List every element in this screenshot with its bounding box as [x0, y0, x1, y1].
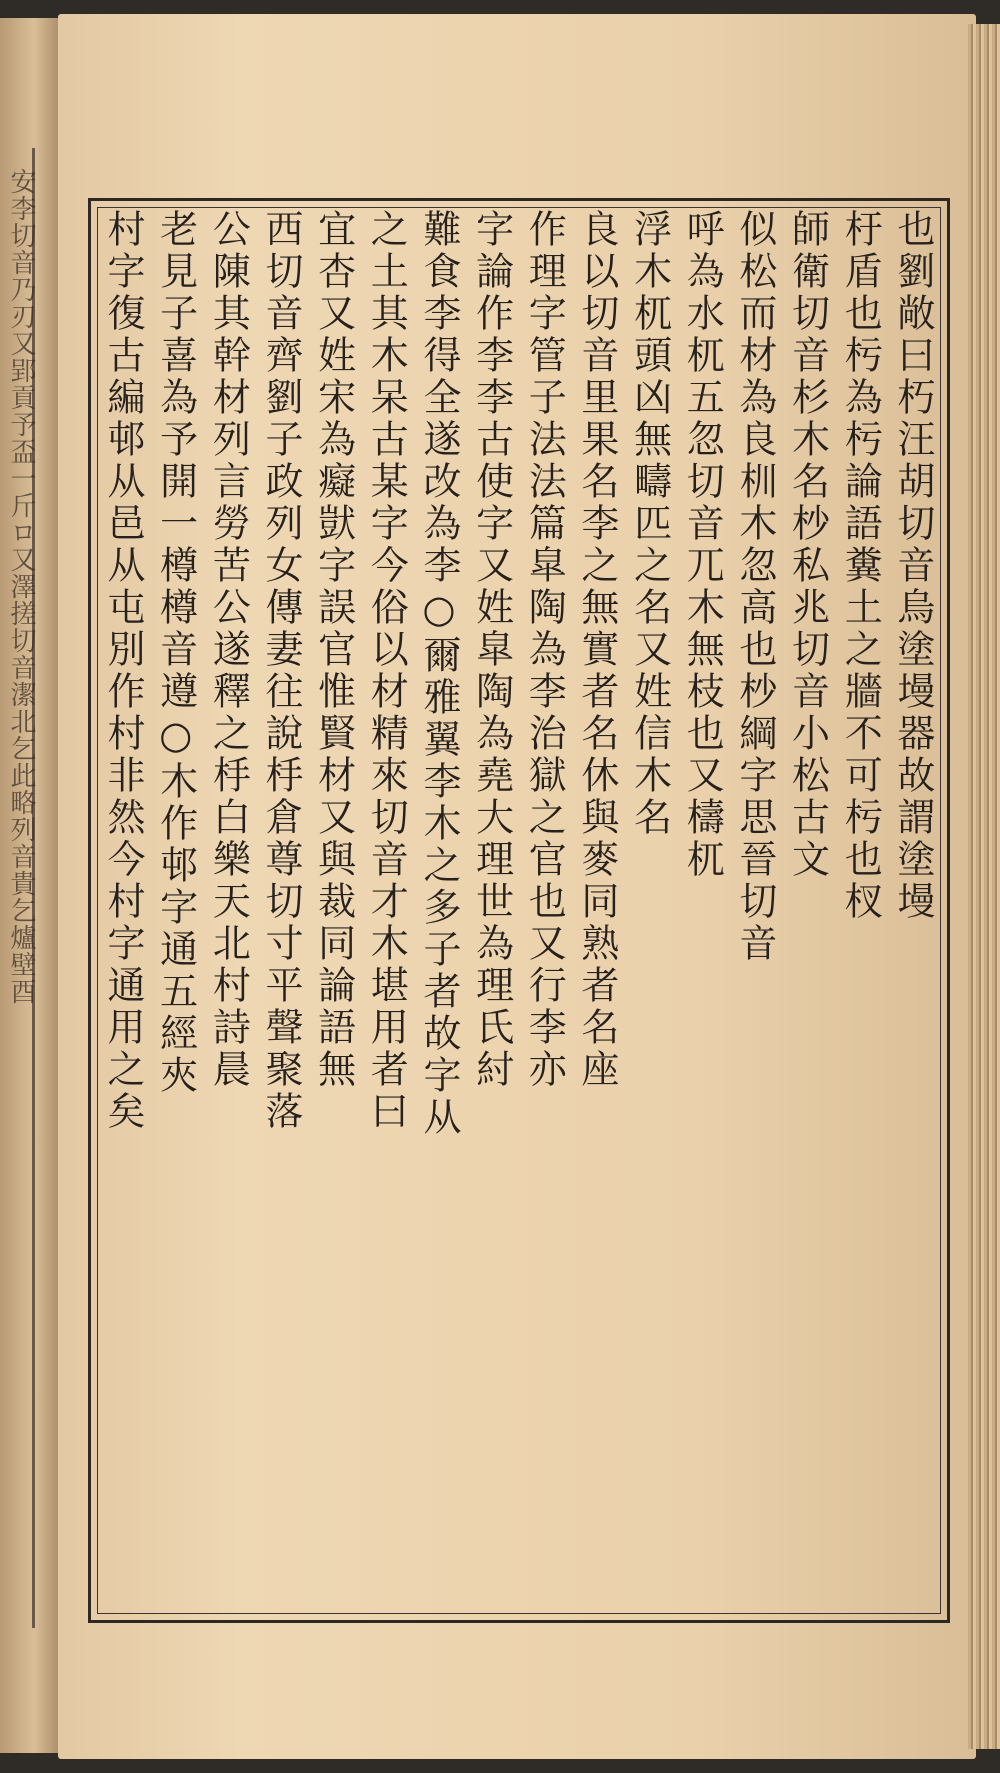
text-column-16: 村字復古編邨从邑从屯別作村非然今村字通用之矣: [101, 209, 145, 1133]
text-column-11: 之土其木呆古某字今俗以材精來切音才木堪用者曰: [364, 209, 409, 1133]
text-column-15: 老見子喜為予開一樽樽音遵○木作邨字通五經夾: [153, 209, 198, 1097]
text-column-9: 字論作李李古使字又姓皐陶為堯大理世為理氏紂: [469, 209, 514, 1091]
text-column-14: 公陳其幹材列言勞苦公遂釋之杽白樂天北村詩晨: [206, 209, 251, 1091]
text-column-4: 似松而材為良杊木忽高也杪綱字思晉切音: [732, 209, 777, 965]
text-column-6: 浮木杌頭凶無疇匹之名又姓信木名: [627, 209, 672, 839]
text-frame: [88, 198, 950, 1623]
text-column-12: 宜杏又姓宋為癡獃字誤官惟賢材又與裁同論語無: [311, 209, 356, 1091]
text-column-7: 良以切音里果名李之無實者名休與麥同熟者名座: [574, 209, 619, 1091]
left-page-text: 安李切音乃刃又郢貢予盃一斤ロ又澤搓切音潔北乞此略列音貴乞爐壁酉: [6, 168, 36, 1005]
text-column-5: 呼為水杌五忽切音兀木無枝也又檮杌: [680, 209, 725, 881]
text-column-1: 也劉敞曰朽汪胡切音烏塗墁器故謂塗墁: [890, 209, 935, 923]
text-column-13: 西切音齊劉子政列女傳妻往說杽倉尊切寸平聲聚落: [258, 209, 303, 1133]
text-column-2: 杅盾也杇為杇論語糞土之牆不可杇也杈: [838, 209, 883, 923]
text-column-10: 難食李得全遂改為李○爾雅翼李木之多子者故字从: [416, 209, 461, 1139]
page-edges: [968, 24, 1000, 1749]
text-columns: [101, 209, 935, 1612]
text-column-3: 師衛切音杉木名杪私兆切音小松古文: [785, 209, 830, 881]
text-column-8: 作理字管子法法篇皐陶為李治獄之官也又行李亦: [522, 209, 567, 1091]
left-page-edge: [0, 18, 64, 1753]
